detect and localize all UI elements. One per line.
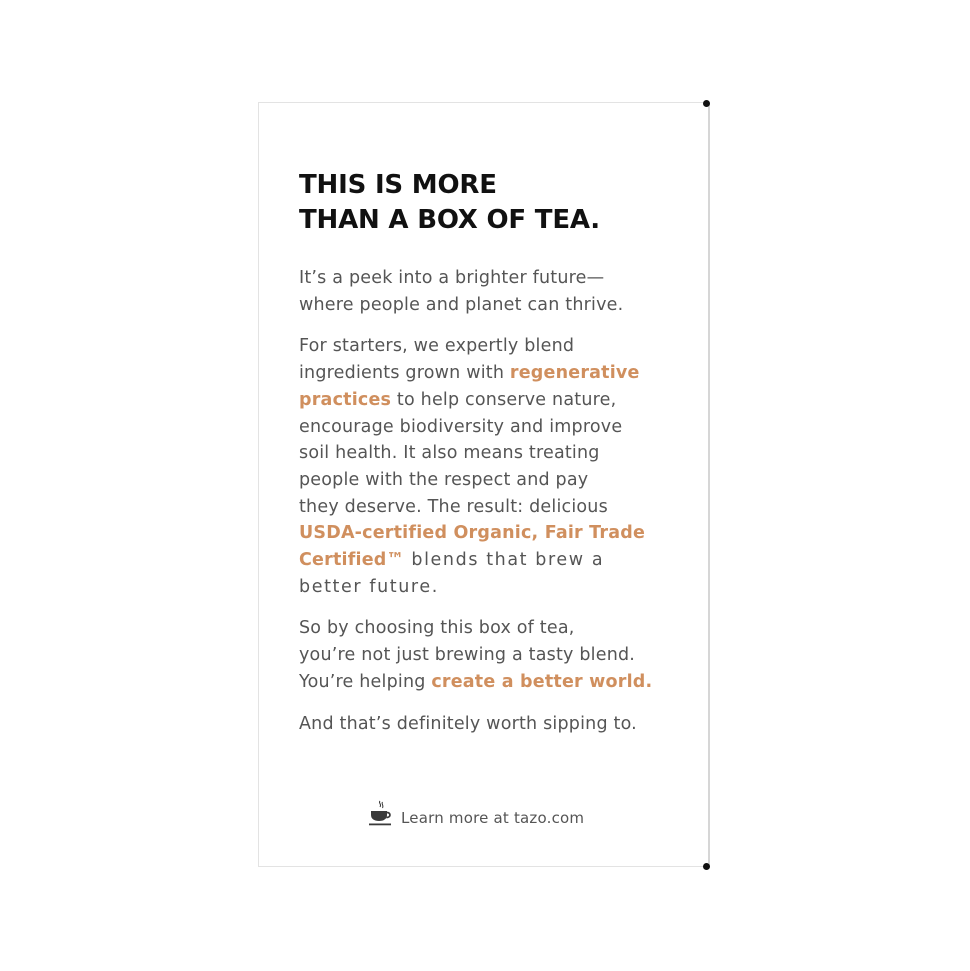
highlight-better-world: create a better world. — [431, 671, 653, 692]
highlight-certifications: USDA-certified Organic, Fair Trade — [299, 523, 646, 544]
text-line: people with the respect and pay — [299, 469, 589, 490]
highlight-regenerative: regenerative — [509, 363, 640, 384]
sourcing-paragraph — [299, 333, 679, 600]
text-line: And that’s definitely worth sipping to. — [299, 713, 637, 734]
text-line: where people and planet can thrive. — [299, 294, 624, 315]
text-segment: You’re helping — [299, 671, 432, 692]
intro-paragraph — [299, 265, 679, 318]
headline — [299, 168, 679, 238]
highlight-practices: practices — [299, 389, 392, 410]
text-line: soil health. It also means treating — [299, 443, 600, 464]
closing-paragraph — [299, 711, 679, 738]
learn-more-text: Learn more at tazo.com — [401, 809, 585, 827]
panel-content — [299, 168, 679, 737]
text-segment: blends that brew a — [404, 550, 605, 571]
text-line — [299, 669, 679, 696]
choice-paragraph — [299, 615, 679, 695]
corner-dot-top — [703, 100, 710, 107]
steaming-tea-cup-icon — [368, 799, 394, 827]
text-segment: ingredients grown with — [299, 363, 510, 384]
headline-line-2: THAN A BOX OF TEA. — [299, 205, 600, 235]
text-line — [299, 360, 679, 387]
text-line — [299, 520, 679, 547]
highlight-certified-tm: Certified™ — [299, 550, 405, 571]
headline-line-1: THIS IS MORE — [299, 170, 497, 200]
text-segment: to help conserve nature, — [391, 389, 617, 410]
text-line: So by choosing this box of tea, — [299, 618, 575, 639]
text-line: For starters, we expertly blend — [299, 336, 575, 357]
text-line — [299, 387, 679, 414]
footer-link — [368, 798, 584, 828]
text-line: It’s a peek into a brighter future— — [299, 268, 605, 288]
text-line: they deserve. The result: delicious — [299, 496, 608, 517]
text-line: you’re not just brewing a tasty blend. — [299, 645, 636, 666]
text-line — [299, 547, 679, 574]
text-line: better future. — [299, 576, 439, 597]
text-line: encourage biodiversity and improve — [299, 416, 623, 437]
corner-dot-bottom — [703, 863, 710, 870]
